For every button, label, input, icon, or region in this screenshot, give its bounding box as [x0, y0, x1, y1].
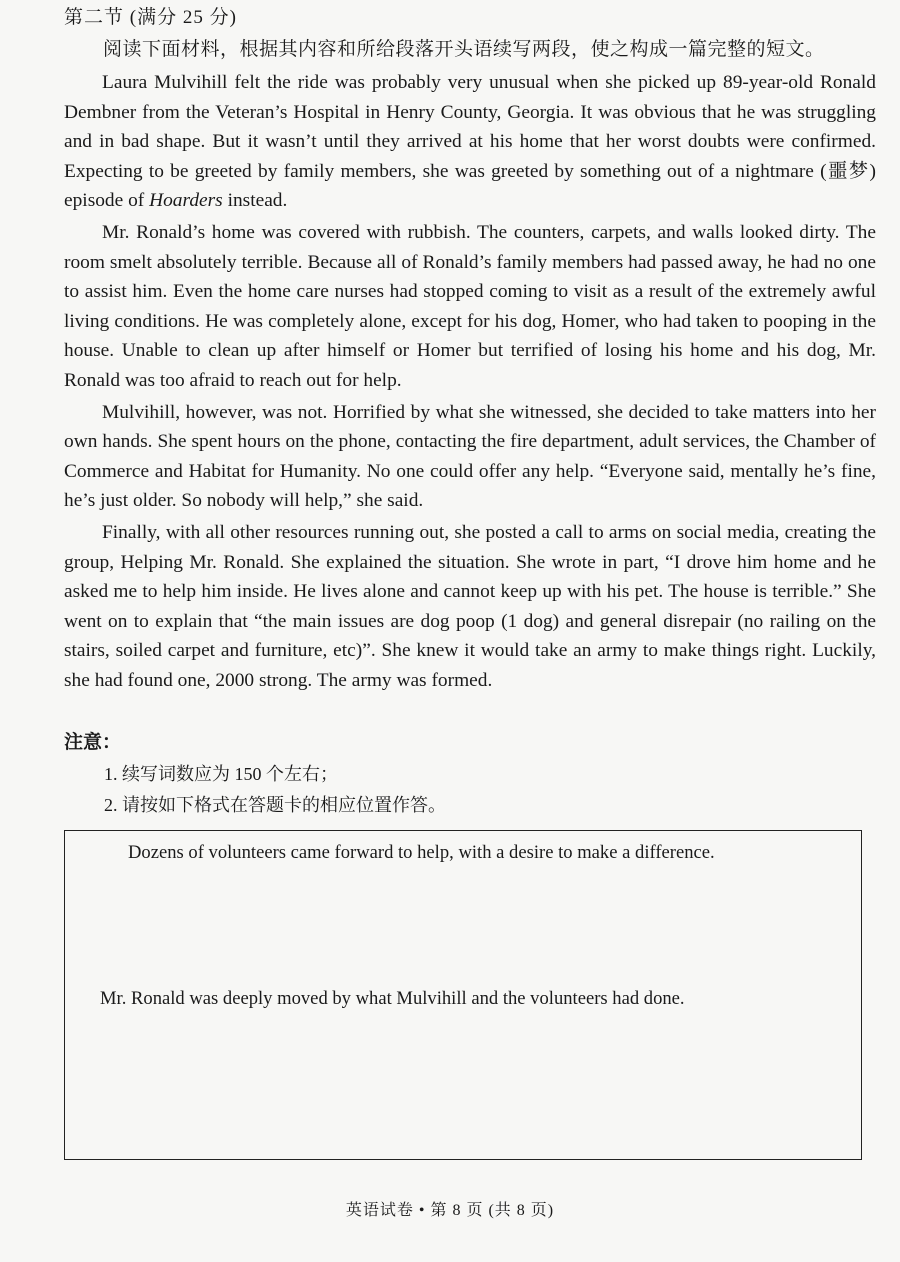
task-instruction: 阅读下面材料，根据其内容和所给段落开头语续写两段，使之构成一篇完整的短文。 — [103, 39, 825, 60]
passage-paragraph-3: Mulvihill, however, was not. Horrified by what she witnessed, she decided to take matters into her own hands. She spent hours on the phone, contacting the fire department, adult services, the Chamber of Commerce and Habitat for Humanity. No one could offer any help. “Everyone said, mentally he’s fine, he’s just older. So nobody will help,” she said. — [64, 401, 876, 512]
passage-paragraph-1 — [64, 68, 876, 216]
show-title: Hoarders — [149, 190, 223, 212]
note-word-count: 1. 续写词数应为 150 个左右； — [104, 764, 338, 784]
passage-paragraph-1-text: Laura Mulvihill felt the ride was probably very unusual when she picked up 89-year-old Ronald Dembner from the Veteran’s Hospital in Henry County, Georgia. It was obvious that he was struggling and in bad shape. But it wasn’t until they arrived at his home that her worst doubts were confirmed. Expecting to be greeted by family members, she was greeted by something out of a nightmare (噩梦) episode of — [64, 72, 876, 212]
note-answer-format: 2. 请按如下格式在答题卡的相应位置作答。 — [104, 795, 446, 815]
paragraph-2-opening: Mr. Ronald was deeply moved by what Mulvihill and the volunteers had done. — [100, 988, 685, 1009]
passage-paragraph-4: Finally, with all other resources running out, she posted a call to arms on social media, creating the group, Helping Mr. Ronald. She explained the situation. She wrote in part, “I drove him home and he asked me to help him inside. He lives alone and cannot keep up with his pet. The house is terrible.” She went on to explain that “the main issues are dog poop (1 dog) and general disrepair (no railing on the stairs, soiled carpet and furniture, etc)”. She knew it would take an army to make things right. Luckily, she had found one, 2000 strong. The army was formed. — [64, 521, 876, 691]
passage-paragraph-1-end: instead. — [222, 190, 288, 212]
page-footer: 英语试卷 • 第 8 页 (共 8 页) — [345, 1202, 555, 1219]
answer-box — [64, 830, 862, 1160]
paragraph-1-opening: Dozens of volunteers came forward to help, with a desire to make a difference. — [128, 842, 715, 863]
section-heading: 第二节 (满分 25 分) — [64, 7, 237, 28]
notes-heading: 注意： — [64, 732, 122, 753]
passage-paragraph-2: Mr. Ronald’s home was covered with rubbish. The counters, carpets, and walls looked dirty. The room smelt absolutely terrible. Because all of Ronald’s family members had passed away, he had no one to assist him. Even the home care nurses had stopped coming to visit as a result of the extremely awful living conditions. He was completely alone, except for his dog, Homer, who had taken to pooping in the house. Unable to clean up after himself or Homer but terrified of losing his home and his dog, Mr. Ronald was too afraid to reach out for help. — [64, 221, 876, 391]
reading-passage — [64, 68, 876, 697]
